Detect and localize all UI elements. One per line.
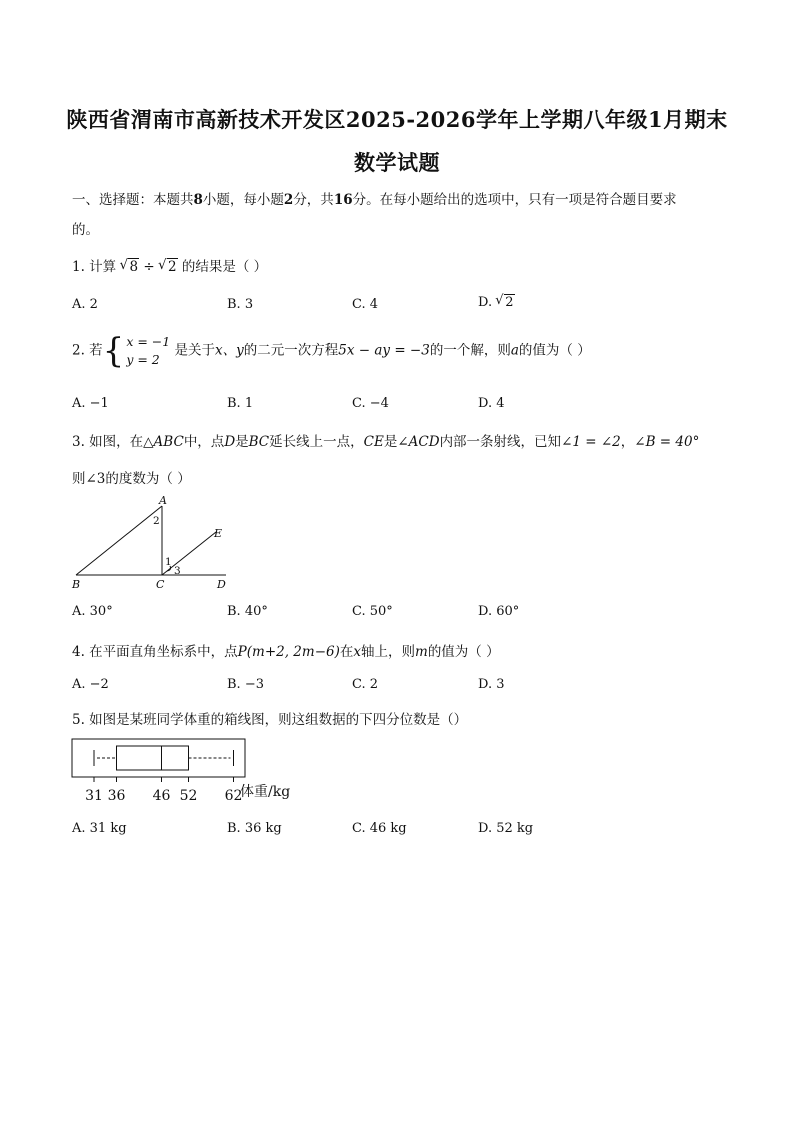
q2-vars: x、y [215, 342, 244, 359]
question-1 [72, 255, 267, 275]
q2-text-1: 是关于 [174, 342, 216, 359]
exam-title-line1: 陕西省渭南市高新技术开发区2025-2026学年上学期八年级1月期末 [66, 107, 728, 132]
label-angle-2: 2 [153, 515, 160, 527]
label-angle-3: 3 [174, 565, 181, 577]
q2-var-a: a [510, 342, 519, 359]
section-heading-line2: 的。 [72, 222, 99, 238]
exam-title-line2: 数学试题 [354, 150, 440, 175]
sqrt-2: √ 2 [159, 259, 178, 275]
q2-option-c[interactable]: C. −4 [352, 396, 389, 411]
q3-angle-acd: ∠ACD [397, 434, 440, 450]
brace-icon: { [102, 331, 125, 371]
q1-option-c[interactable]: C. 4 [352, 297, 379, 312]
question-5: 5. 如图是某班同学体重的箱线图，则这组数据的下四分位数是（） [72, 712, 468, 728]
q4-text-3: 的值为（ ） [427, 644, 500, 660]
sqrt-8: √ 8 [120, 259, 139, 275]
q4-axis: x [353, 644, 361, 660]
q2-prefix: 2. 若 [72, 342, 103, 359]
q5-option-b[interactable]: B. 36 kg [227, 821, 282, 836]
q2-text-4: 的值为（ ） [518, 342, 591, 359]
section-text-1: 一、选择题：本题共 [72, 192, 194, 208]
label-a: A [159, 494, 167, 507]
section-text-4: 分。在每小题给出的选项中，只有一项是符合题目要求 [352, 192, 677, 208]
question-2 [72, 333, 591, 369]
tick-label-36: 36 [107, 788, 126, 804]
q3-text-d: 延长线上一点， [269, 434, 364, 450]
label-e: E [214, 527, 223, 540]
q1-suffix: 的结果是（ ） [181, 259, 268, 275]
iqr-box [117, 746, 189, 770]
line-ba [76, 506, 162, 575]
q1-operator: ÷ [143, 259, 155, 275]
question-3-line1 [72, 430, 699, 450]
q5-option-d[interactable]: D. 52 kg [478, 821, 534, 836]
q4-option-b[interactable]: B. −3 [227, 677, 264, 692]
q3-option-d[interactable]: D. 60° [478, 604, 520, 619]
boxplot-axis-label: 体重/kg [240, 784, 291, 800]
q4-var: m [415, 644, 428, 660]
q5-option-a[interactable]: A. 31 kg [72, 821, 127, 836]
question-4 [72, 640, 500, 660]
q3-cond-2: ∠B = 40° [634, 434, 700, 450]
q2-option-a[interactable]: A. −1 [72, 396, 109, 411]
q3-point-d: D [224, 434, 236, 450]
q2-text-3: 的一个解，则 [429, 342, 511, 359]
q3-option-a[interactable]: A. 30° [72, 604, 113, 619]
q1-option-b[interactable]: B. 3 [227, 297, 254, 312]
section-text-3: 分，共 [293, 192, 334, 208]
label-angle-1: 1 [165, 556, 172, 568]
section-points: 2 [283, 192, 294, 208]
q3-text-b: 中，点 [183, 434, 225, 450]
tick-label-62: 62 [224, 788, 243, 804]
q3-triangle: △ABC [143, 434, 184, 450]
section-count: 8 [193, 192, 203, 208]
q3-seg-bc: BC [248, 434, 270, 450]
q2-equation: 5x − ay = −3 [338, 342, 430, 359]
section-heading [72, 188, 677, 208]
q4-option-c[interactable]: C. 2 [352, 677, 379, 692]
q3-option-c[interactable]: C. 50° [352, 604, 393, 619]
equation-system: x = −1 y = 2 [126, 334, 171, 367]
q2-option-b[interactable]: B. 1 [227, 396, 254, 411]
sqrt-2-option: √ 2 [496, 295, 514, 310]
tick-label-31: 31 [85, 788, 103, 804]
q1-prefix: 1. 计算 [72, 259, 117, 275]
section-total: 16 [333, 192, 353, 208]
q2-text-2: 的二元一次方程 [243, 342, 339, 359]
q3-text-a: 3. 如图，在 [72, 434, 144, 450]
tick-label-46: 46 [152, 788, 171, 804]
q2-option-d[interactable]: D. 4 [478, 396, 505, 411]
q3-text-e: 是 [383, 434, 398, 450]
q5-option-c[interactable]: C. 46 kg [352, 821, 407, 836]
section-text-2: 小题，每小题 [202, 192, 284, 208]
boxplot-figure [70, 736, 310, 808]
label-c: C [156, 578, 165, 591]
q1-option-d[interactable]: D. √ 2 [478, 295, 515, 310]
q3-cond-1: ∠1 = ∠2 [561, 434, 621, 450]
q3-comma: ， [620, 434, 635, 450]
q3-text-c: 是 [235, 434, 249, 450]
q4-text-2: 轴上，则 [361, 644, 415, 660]
question-3-line2: 则∠3的度数为（ ） [72, 471, 191, 487]
q1-option-a[interactable]: A. 2 [72, 297, 98, 312]
q4-text-1: 在 [339, 644, 354, 660]
q4-point: P(m+2, 2m−6) [237, 644, 340, 660]
label-d: D [217, 578, 226, 591]
triangle-figure [66, 492, 246, 592]
label-b: B [72, 578, 81, 591]
q3-option-b[interactable]: B. 40° [227, 604, 268, 619]
q3-text-f: 内部一条射线，已知 [439, 434, 562, 450]
q4-prefix: 4. 在平面直角坐标系中，点 [72, 644, 238, 660]
tick-label-52: 52 [179, 788, 198, 804]
q4-option-a[interactable]: A. −2 [72, 677, 109, 692]
q3-ray-ce: CE [363, 434, 384, 450]
q4-option-d[interactable]: D. 3 [478, 677, 505, 692]
